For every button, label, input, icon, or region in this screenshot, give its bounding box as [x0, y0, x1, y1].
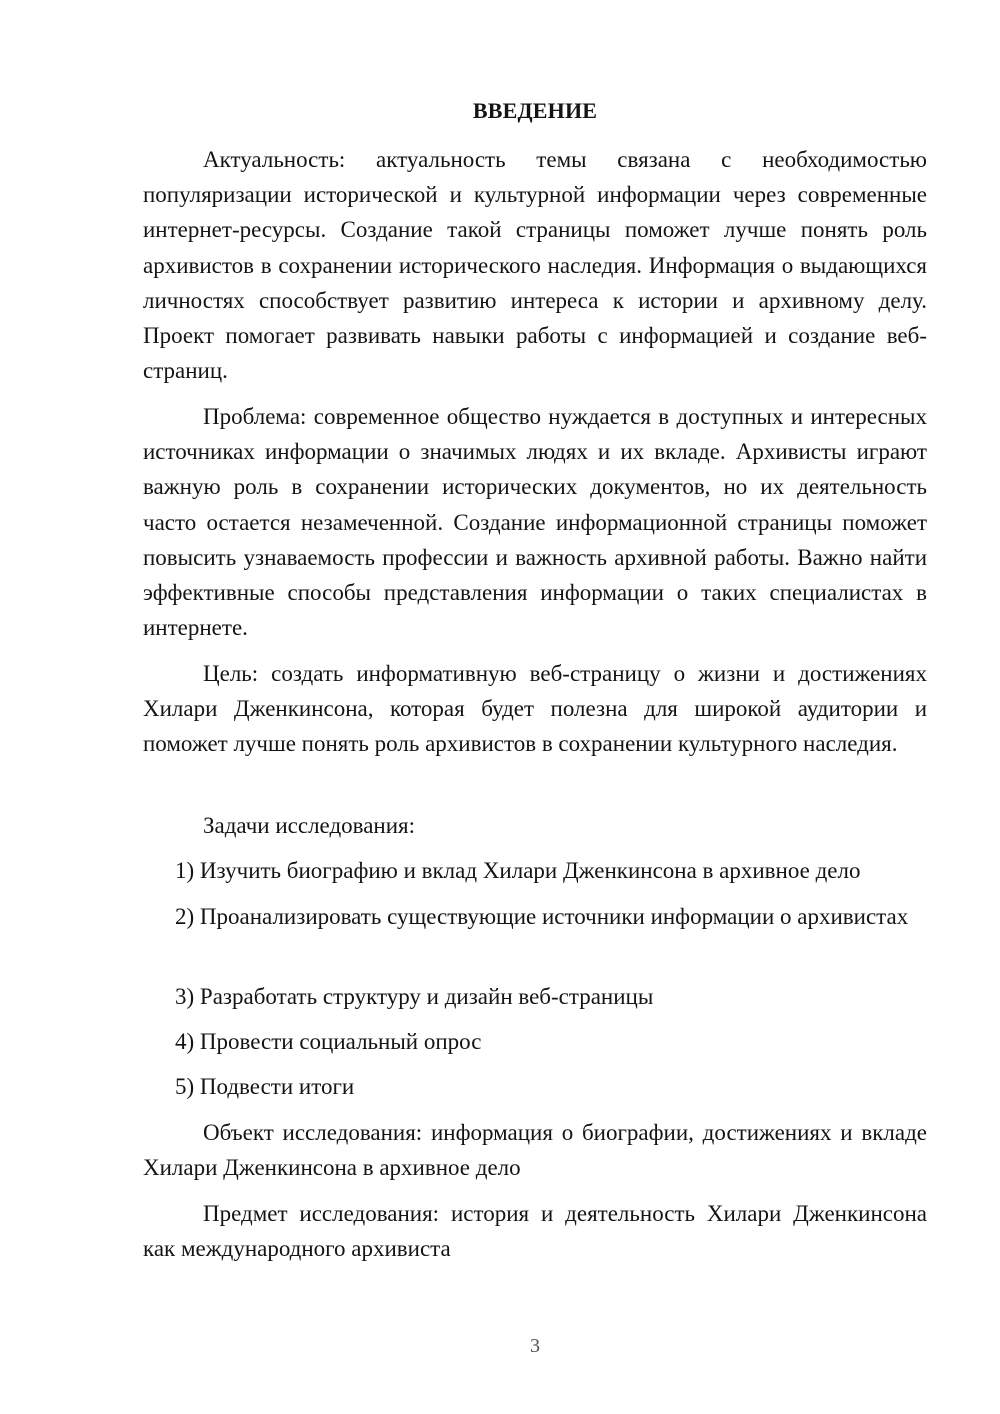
section-heading: ВВЕДЕНИЕ: [472, 98, 598, 123]
task-item-3: 3) Разработать структуру и дизайн веб-страницы: [175, 984, 654, 1009]
page-number: 3: [530, 1335, 540, 1357]
tasks-title: Задачи исследования:: [203, 813, 416, 838]
task-item-5: 5) Подвести итоги: [175, 1074, 355, 1099]
paragraph-relevance: Актуальность: актуальность темы связана с необходимостью популяризации исторической и культурной информации через современные интернет-ресурсы. Создание такой страницы поможет лучше понять роль архивистов в сохранении исторического наследия. Информация о выдающихся личностях способствует развитию интереса к истории и архивному делу. Проект помогает развивать навыки работы с информацией и создание веб-страниц.: [143, 147, 927, 384]
task-item-2: 2) Проанализировать существующие источники информации о архивистах: [175, 904, 909, 929]
task-item-1: 1) Изучить биографию и вклад Хилари Дженкинсона в архивное дело: [175, 858, 861, 883]
paragraph-subject: Предмет исследования: история и деятельность Хилари Дженкинсона как международного архивиста: [143, 1201, 927, 1262]
paragraph-object: Объект исследования: информация о биографии, достижениях и вкладе Хилари Дженкинсона в архивное дело: [143, 1120, 927, 1181]
paragraph-problem: Проблема: современное общество нуждается в доступных и интересных источниках информации о значимых людях и их вкладе. Архивисты играют важную роль в сохранении исторических документов, но их деятельность часто остается незамеченной. Создание информационной страницы поможет повысить узнаваемость профессии и важность архивной работы. Важно найти эффективные способы представления информации о таких специалистах в интернете.: [143, 404, 927, 641]
task-item-4: 4) Провести социальный опрос: [175, 1029, 482, 1054]
paragraph-goal: Цель: создать информативную веб-страницу о жизни и достижениях Хилари Дженкинсона, которая будет полезна для широкой аудитории и поможет лучше понять роль архивистов в сохранении культурного наследия.: [143, 661, 927, 757]
